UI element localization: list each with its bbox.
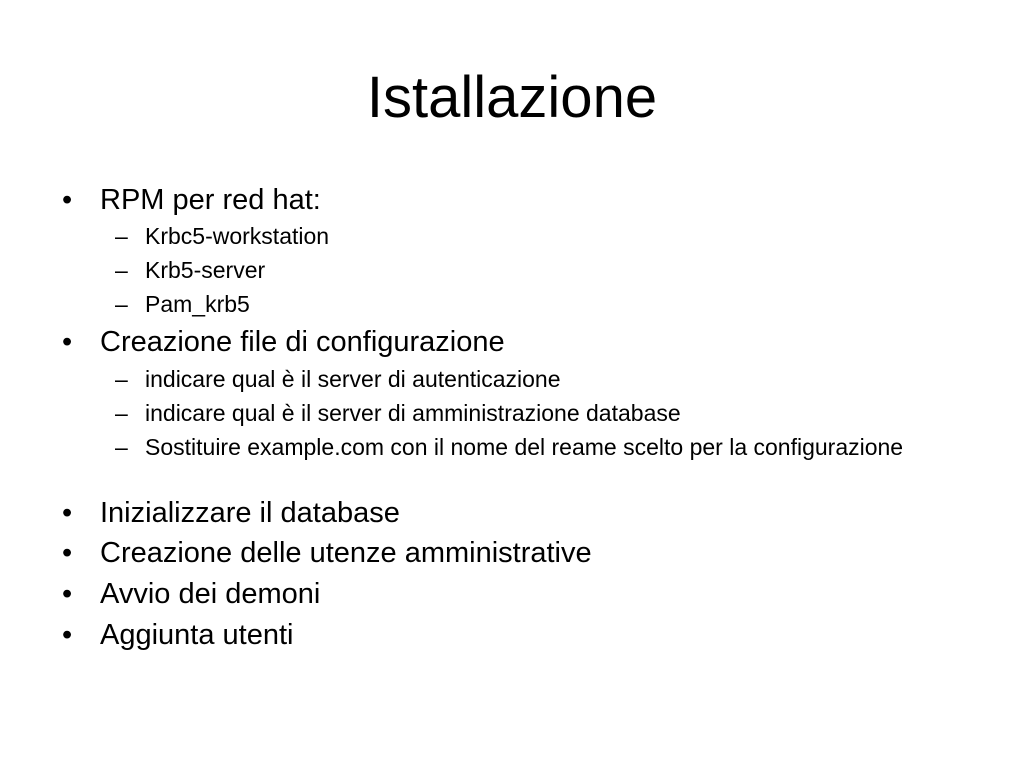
- dash-icon: –: [115, 257, 128, 283]
- bullet-icon: •: [62, 578, 73, 610]
- bullet-item-text: Creazione file di configurazione: [100, 326, 505, 358]
- sub-bullet-item-text: Krbc5-workstation: [145, 223, 330, 249]
- dash-icon: –: [115, 223, 128, 249]
- bullet-item-text: Avvio dei demoni: [100, 578, 321, 610]
- sub-bullet-item-text: Krb5-server: [145, 257, 266, 283]
- bullet-item-text: RPM per red hat:: [100, 184, 321, 216]
- dash-icon: –: [115, 366, 128, 392]
- bullet-icon: •: [62, 497, 73, 529]
- bullet-icon: •: [62, 326, 73, 358]
- dash-icon: –: [115, 291, 128, 317]
- dash-icon: –: [115, 400, 128, 426]
- slide-title: Istallazione: [366, 65, 658, 130]
- sub-bullet-item-text: indicare qual è il server di amministrazione database: [145, 400, 681, 426]
- sub-bullet-item-text: Pam_krb5: [145, 291, 250, 317]
- bullet-item-text: Creazione delle utenze amministrative: [100, 537, 592, 569]
- bullet-icon: •: [62, 537, 73, 569]
- bullet-icon: •: [62, 184, 73, 216]
- bullet-item-text: Aggiunta utenti: [100, 619, 294, 651]
- sub-bullet-item-text: indicare qual è il server di autenticazione: [145, 366, 561, 392]
- dash-icon: –: [115, 434, 128, 460]
- bullet-item-text: Inizializzare il database: [100, 497, 400, 529]
- sub-bullet-item-text: Sostituire example.com con il nome del reame scelto per la configurazione: [145, 434, 904, 460]
- bullet-icon: •: [62, 619, 73, 651]
